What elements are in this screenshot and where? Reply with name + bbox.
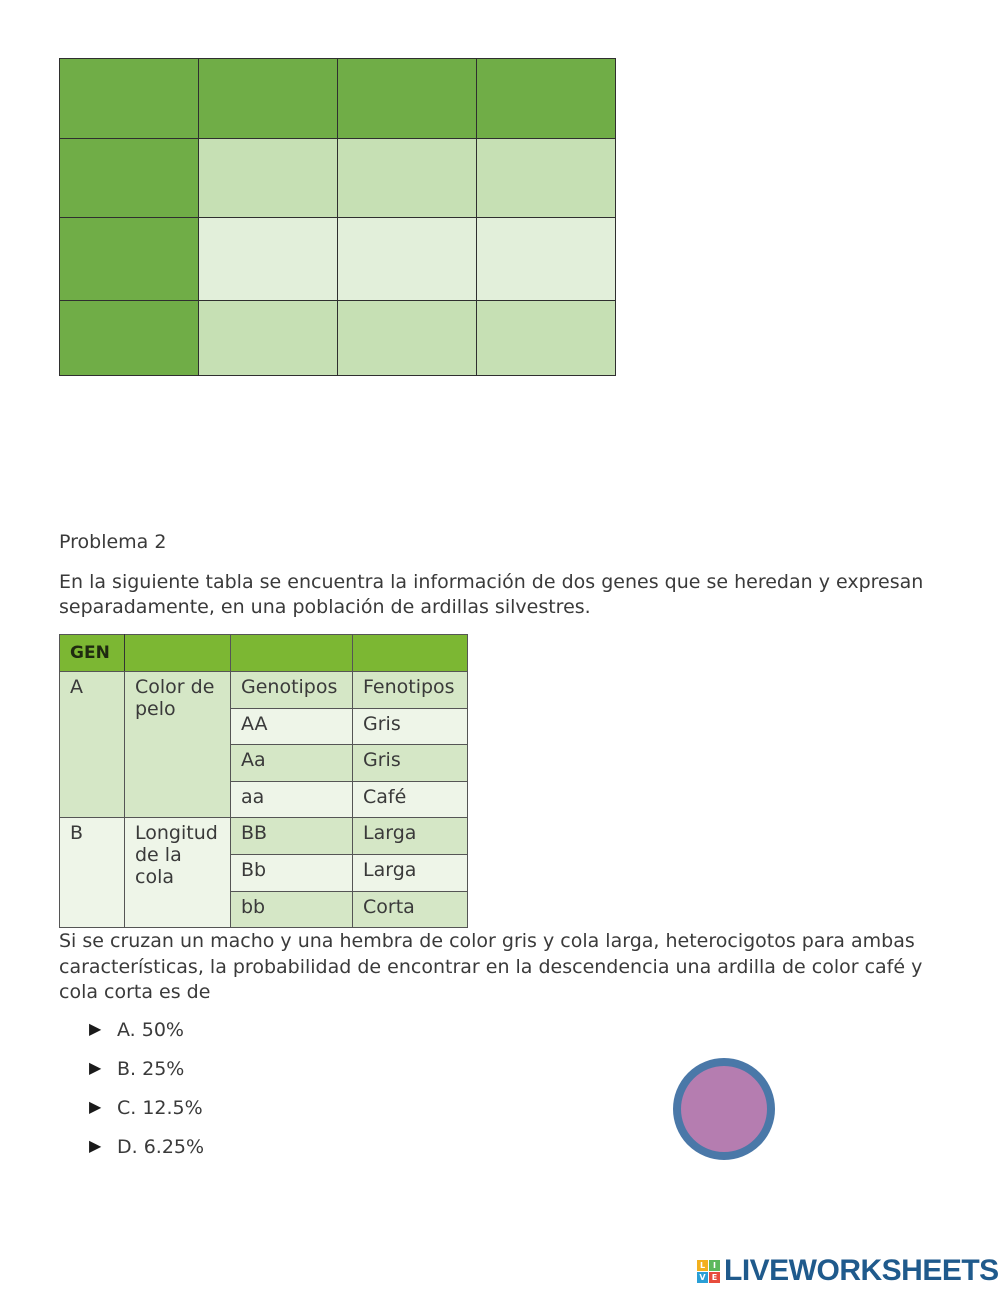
phenotype-cell: Larga bbox=[353, 854, 468, 891]
genotype-cell: bb bbox=[231, 891, 353, 928]
option-label: C. 12.5% bbox=[117, 1097, 203, 1119]
punnett-cell[interactable] bbox=[477, 301, 616, 376]
phenotype-cell: Gris bbox=[353, 745, 468, 782]
punnett-cell[interactable] bbox=[60, 59, 199, 139]
gene-letter: B bbox=[60, 818, 125, 928]
triangle-bullet-icon: ▶ bbox=[89, 1019, 102, 1038]
genotype-cell: BB bbox=[231, 818, 353, 855]
punnett-cell[interactable] bbox=[477, 59, 616, 139]
phenotype-cell: Larga bbox=[353, 818, 468, 855]
phenotype-cell: Gris bbox=[353, 708, 468, 745]
liveworksheets-logo bbox=[697, 1254, 999, 1288]
punnett-cell[interactable] bbox=[477, 139, 616, 218]
header-cell bbox=[125, 635, 231, 672]
genotype-cell: aa bbox=[231, 781, 353, 818]
punnett-cell[interactable] bbox=[338, 301, 477, 376]
punnett-cell[interactable] bbox=[60, 301, 199, 376]
punnett-square bbox=[59, 58, 616, 376]
option-label: D. 6.25% bbox=[117, 1136, 205, 1158]
option-item bbox=[89, 1058, 204, 1097]
genotype-cell: Aa bbox=[231, 745, 353, 782]
phenotype-cell: Corta bbox=[353, 891, 468, 928]
problem-title: Problema 2 bbox=[59, 531, 167, 553]
triangle-bullet-icon: ▶ bbox=[89, 1136, 102, 1155]
answer-drop-circle[interactable] bbox=[673, 1058, 775, 1160]
triangle-bullet-icon: ▶ bbox=[89, 1058, 102, 1077]
question-text: Si se cruzan un macho y una hembra de color gris y cola larga, heterocigotos para ambas características, la probabilidad de encontrar en la descendencia una ardilla de color café y cola corta es de bbox=[59, 930, 923, 1003]
gene-letter: A bbox=[60, 672, 125, 818]
genotype-cell: Bb bbox=[231, 854, 353, 891]
genotype-header: Genotipos bbox=[231, 672, 353, 709]
option-item bbox=[89, 1019, 204, 1058]
triangle-bullet-icon: ▶ bbox=[89, 1097, 102, 1116]
punnett-cell[interactable] bbox=[338, 139, 477, 218]
option-item bbox=[89, 1097, 204, 1136]
answer-options bbox=[89, 1019, 204, 1175]
punnett-cell[interactable] bbox=[338, 218, 477, 301]
header-cell bbox=[231, 635, 353, 672]
intro-text: En la siguiente tabla se encuentra la información de dos genes que se heredan y expresan separadamente, en una población de ardillas silvestres. bbox=[59, 571, 924, 618]
punnett-cell[interactable] bbox=[338, 59, 477, 139]
header-cell bbox=[353, 635, 468, 672]
genotype-cell: AA bbox=[231, 708, 353, 745]
option-label: B. 25% bbox=[117, 1058, 185, 1080]
punnett-cell[interactable] bbox=[199, 139, 338, 218]
logo-text: LIVEWORKSHEETS bbox=[724, 1254, 999, 1287]
gene-trait: Longitud de la cola bbox=[125, 818, 231, 928]
punnett-cell[interactable] bbox=[199, 59, 338, 139]
gene-trait: Color de pelo bbox=[125, 672, 231, 818]
punnett-cell[interactable] bbox=[60, 139, 199, 218]
gene-table bbox=[59, 634, 468, 928]
gene-header: GEN bbox=[60, 635, 125, 672]
logo-mark-icon: L I V E bbox=[697, 1260, 720, 1283]
punnett-cell[interactable] bbox=[199, 218, 338, 301]
punnett-cell[interactable] bbox=[60, 218, 199, 301]
punnett-cell[interactable] bbox=[477, 218, 616, 301]
option-item bbox=[89, 1136, 204, 1175]
punnett-cell[interactable] bbox=[199, 301, 338, 376]
option-label: A. 50% bbox=[117, 1019, 184, 1041]
phenotype-cell: Café bbox=[353, 781, 468, 818]
phenotype-header: Fenotipos bbox=[353, 672, 468, 709]
